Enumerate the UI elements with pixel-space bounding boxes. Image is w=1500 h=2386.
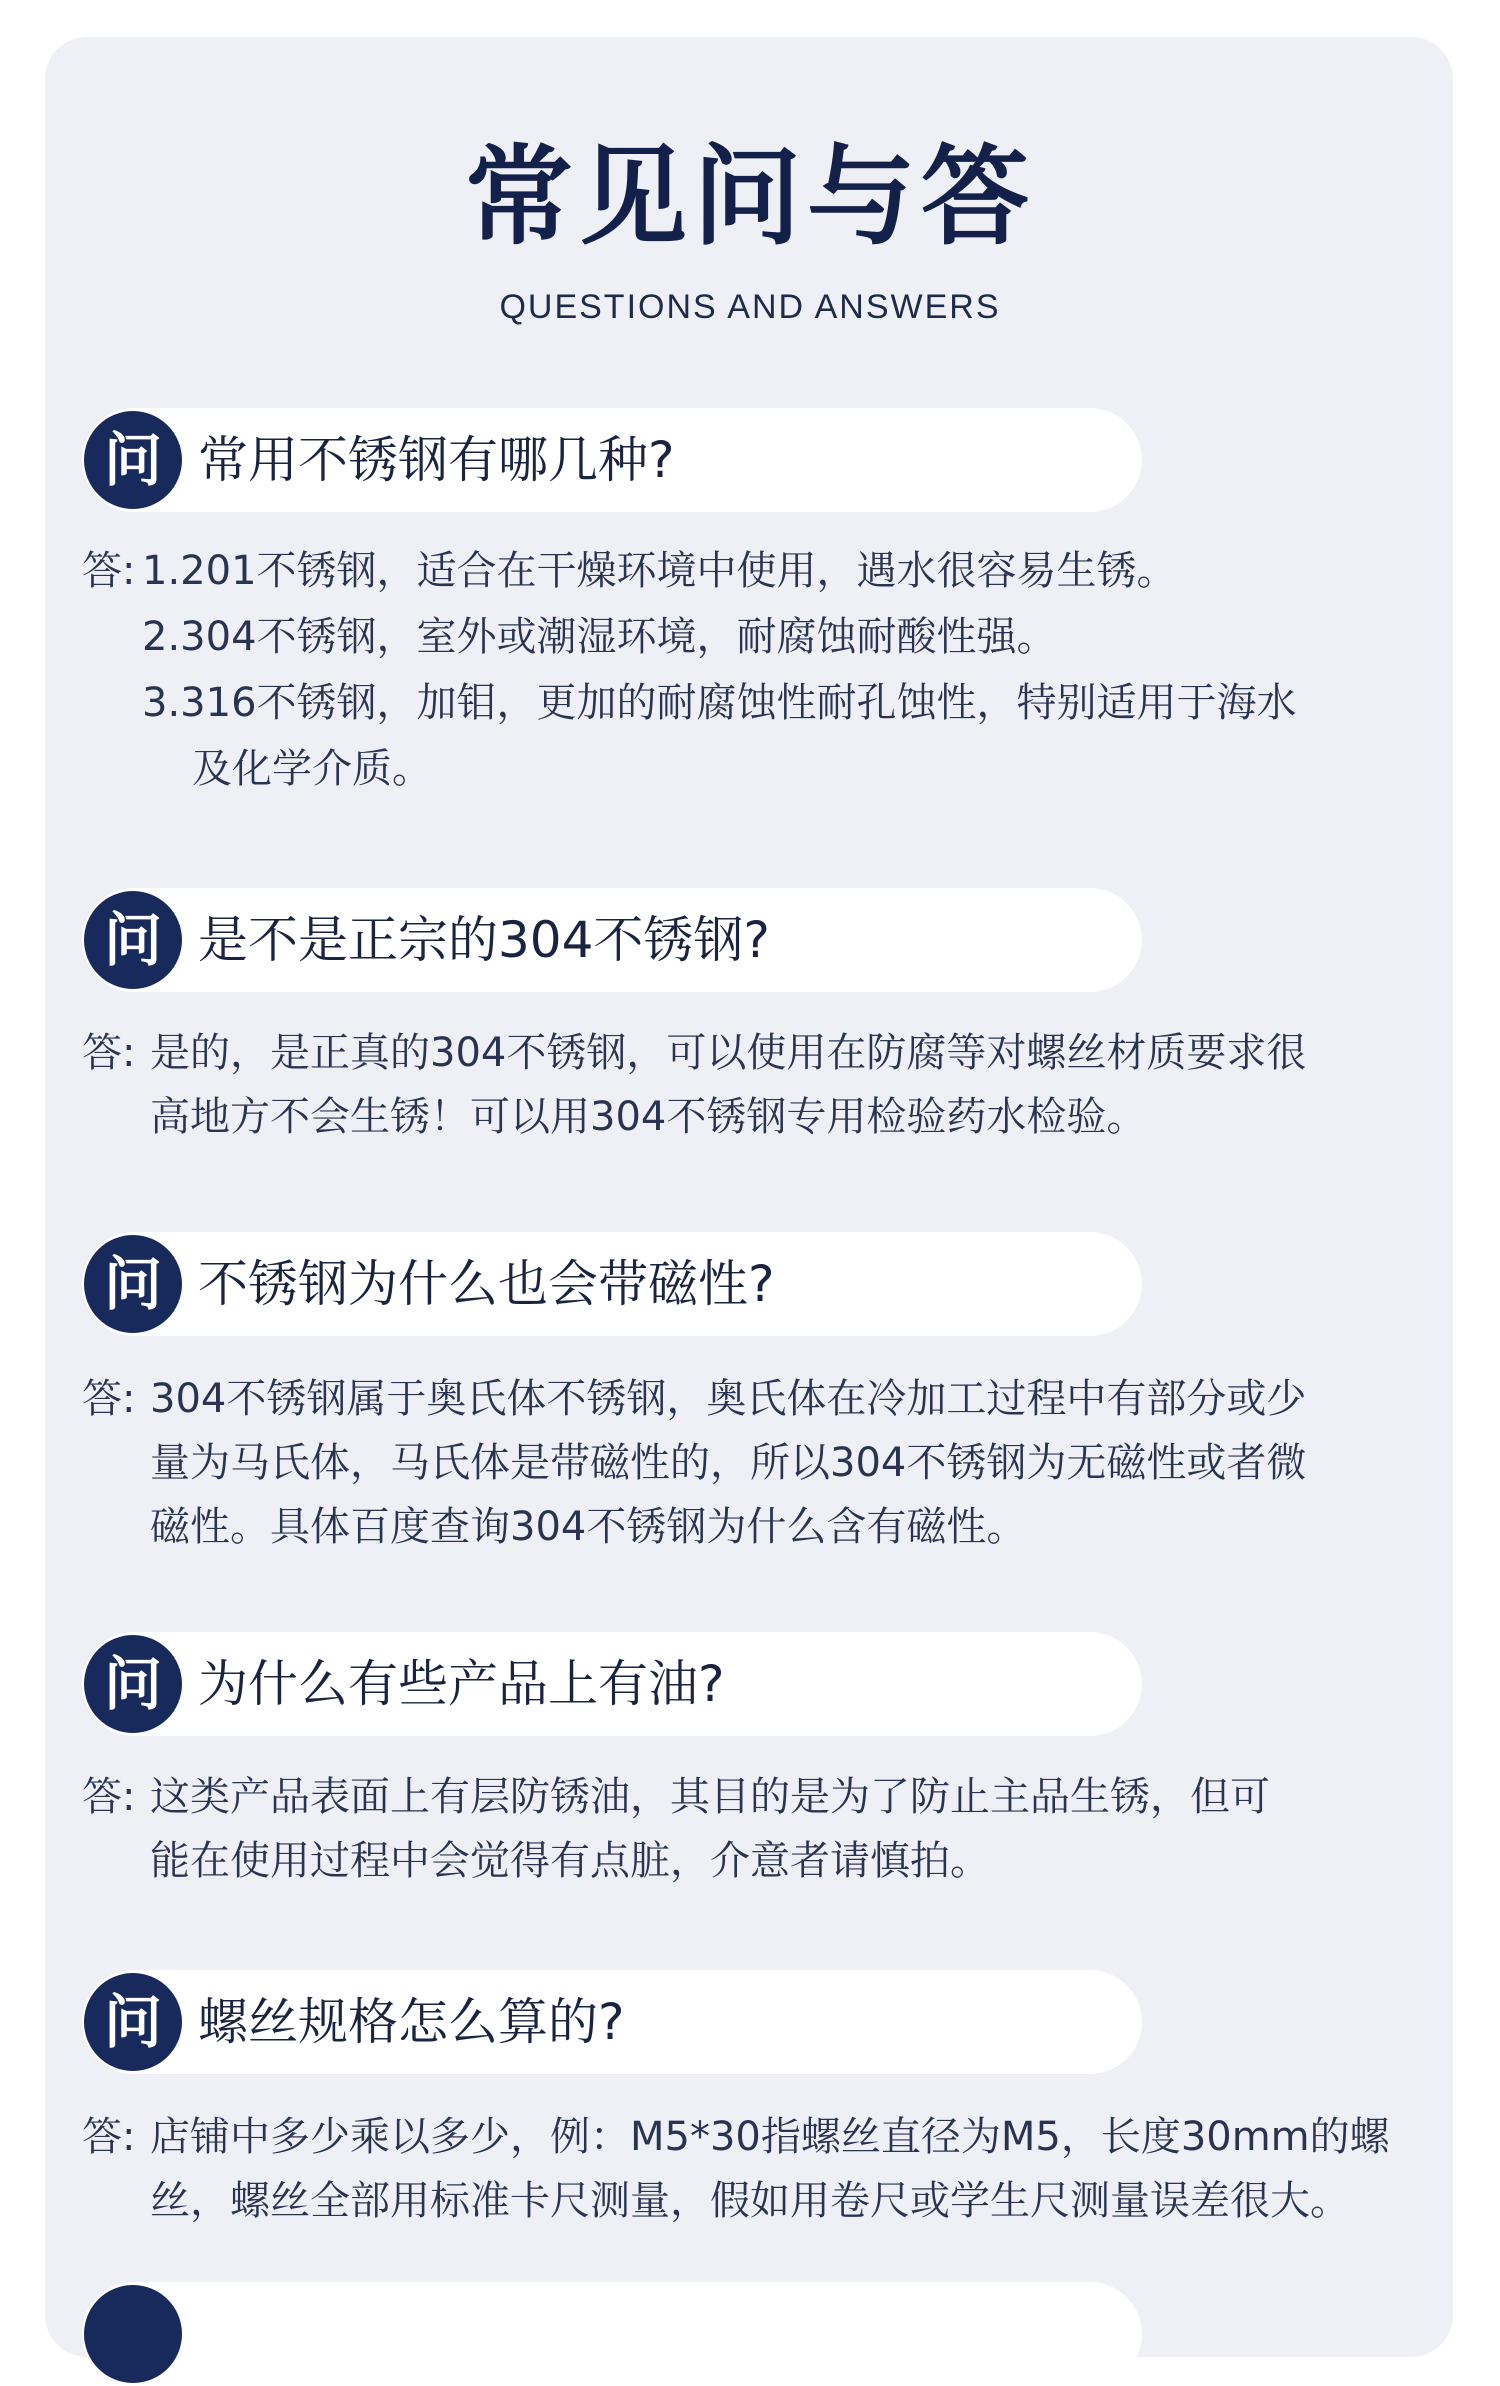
answer-line: 磁性。具体百度查询304不锈钢为什么含有磁性。 [150,1504,1027,1550]
answer-prefix: 答: [82,1376,136,1422]
answer-line: 店铺中多少乘以多少，例：M5*30指螺丝直径为M5，长度30mm的螺 [150,2114,1390,2160]
answer-line: 及化学介质。 [192,746,432,792]
question-icon: 问 [84,1235,182,1333]
question-text: 是不是正宗的304不锈钢? [198,911,770,969]
question-icon-partial [84,2285,182,2383]
answer-prefix: 答: [82,1774,136,1820]
answer-line: 量为马氏体，马氏体是带磁性的，所以304不锈钢为无磁性或者微 [150,1440,1307,1486]
question-text: 螺丝规格怎么算的? [198,1993,625,2051]
answer-line: 304不锈钢属于奥氏体不锈钢，奥氏体在冷加工过程中有部分或少 [150,1376,1307,1422]
question-icon: 问 [84,1635,182,1733]
question-pill-partial [82,2282,1142,2386]
question-icon: 问 [84,1973,182,2071]
answer-prefix: 答: [82,2114,136,2160]
answer-line: 高地方不会生锈！可以用304不锈钢专用检验药水检验。 [150,1094,1147,1140]
answer-line: 2.304不锈钢，室外或潮湿环境，耐腐蚀耐酸性强。 [142,614,1057,660]
question-icon: 问 [84,411,182,509]
page-title: 常见问与答 [464,135,1035,260]
answer-line: 1.201不锈钢，适合在干燥环境中使用，遇水很容易生锈。 [142,548,1177,594]
answer-prefix: 答: [82,1030,136,1076]
answer-line: 是的，是正真的304不锈钢，可以使用在防腐等对螺丝材质要求很 [150,1030,1307,1076]
question-icon: 问 [84,891,182,989]
question-text: 常用不锈钢有哪几种? [198,431,675,489]
answer-line: 能在使用过程中会觉得有点脏，介意者请慎拍。 [150,1838,990,1884]
answer-line: 这类产品表面上有层防锈油，其目的是为了防止主品生锈，但可 [150,1774,1270,1820]
question-text: 不锈钢为什么也会带磁性? [198,1255,775,1313]
page-subtitle: QUESTIONS AND ANSWERS [499,288,1001,326]
answer-line: 3.316不锈钢，加钼，更加的耐腐蚀性耐孔蚀性，特别适用于海水 [142,680,1297,726]
answer-line: 丝，螺丝全部用标准卡尺测量，假如用卷尺或学生尺测量误差很大。 [150,2178,1350,2224]
answer-prefix: 答: [82,548,136,594]
question-text: 为什么有些产品上有油? [198,1655,725,1713]
